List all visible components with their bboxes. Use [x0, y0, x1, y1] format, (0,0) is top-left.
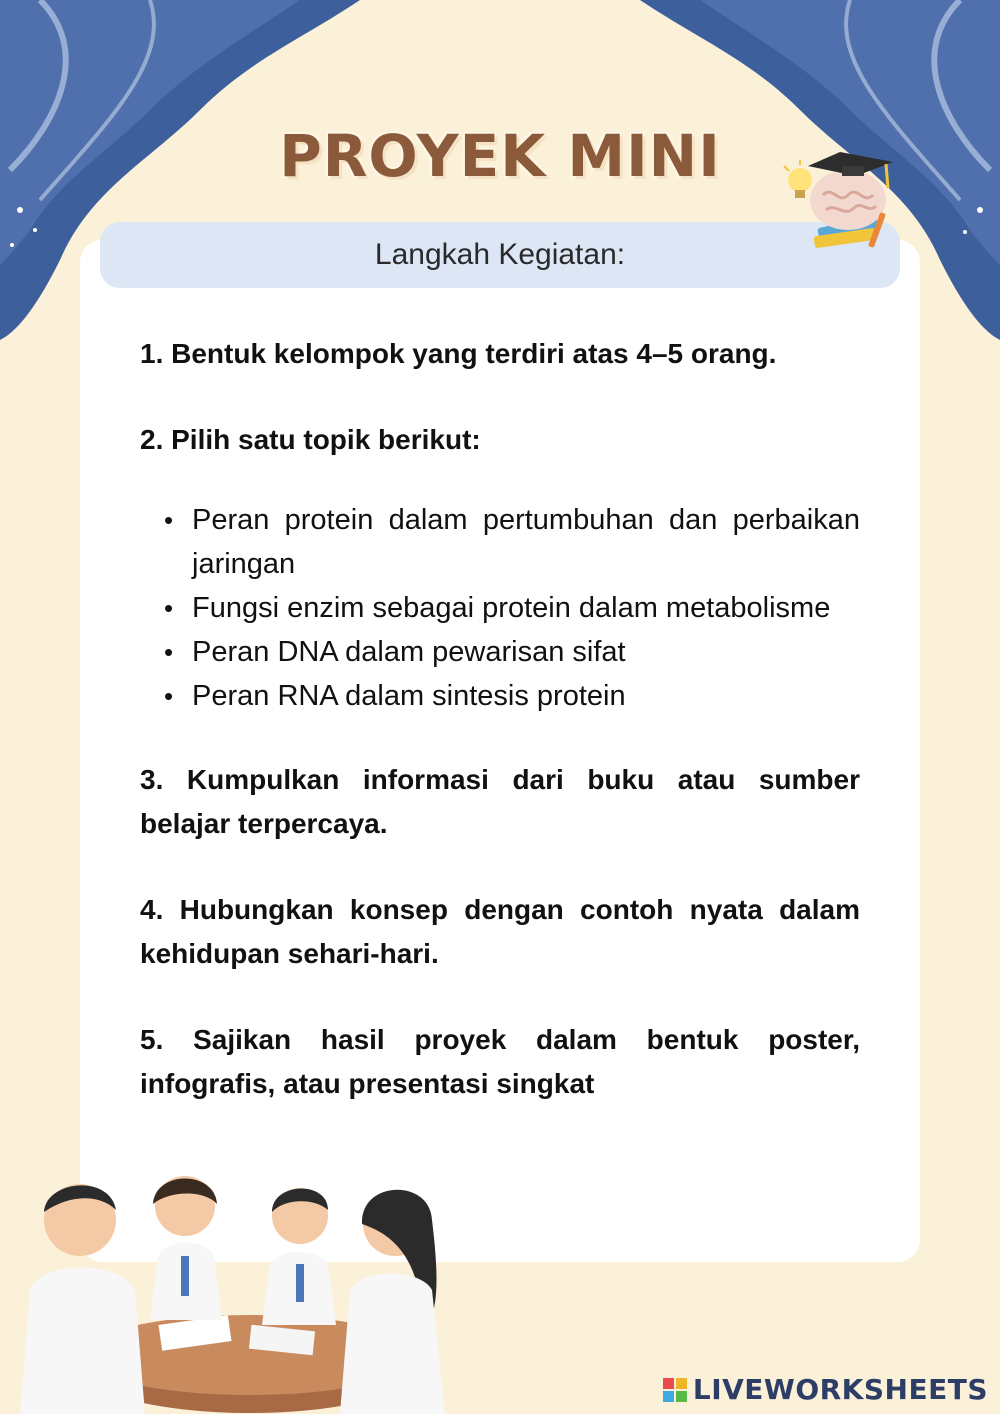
liveworksheets-logo — [663, 1373, 988, 1406]
page-title: PROYEK MINI — [279, 122, 721, 190]
brain-graduation-cap-icon — [778, 140, 908, 260]
step-4: 4. Hubungkan konsep dengan contoh nyata dalam kehidupan sehari-hari. — [140, 894, 860, 969]
topic-item: • Peran RNA dalam sintesis protein — [192, 674, 860, 718]
logo-text: LIVEWORKSHEETS — [692, 1373, 988, 1406]
topic-item: • Peran DNA dalam pewarisan sifat — [192, 630, 860, 674]
steps-list — [140, 332, 860, 1106]
topic-item: • Peran protein dalam pertumbuhan dan perbaikan jaringan — [192, 498, 860, 586]
liveworksheets-logo-icon — [663, 1378, 687, 1402]
section-subtitle: Langkah Kegiatan: — [100, 222, 900, 288]
step-1: 1. Bentuk kelompok yang terdiri atas 4–5 orang. — [140, 338, 777, 369]
step-2: 2. Pilih satu topik berikut: — [140, 424, 481, 455]
students-group-illustration — [0, 1160, 470, 1414]
step-3: 3. Kumpulkan informasi dari buku atau sumber belajar terpercaya. — [140, 764, 860, 839]
topic-item: • Fungsi enzim sebagai protein dalam metabolisme — [192, 586, 860, 630]
topic-list — [140, 498, 860, 718]
step-5: 5. Sajikan hasil proyek dalam bentuk poster, infografis, atau presentasi singkat — [140, 1024, 860, 1099]
